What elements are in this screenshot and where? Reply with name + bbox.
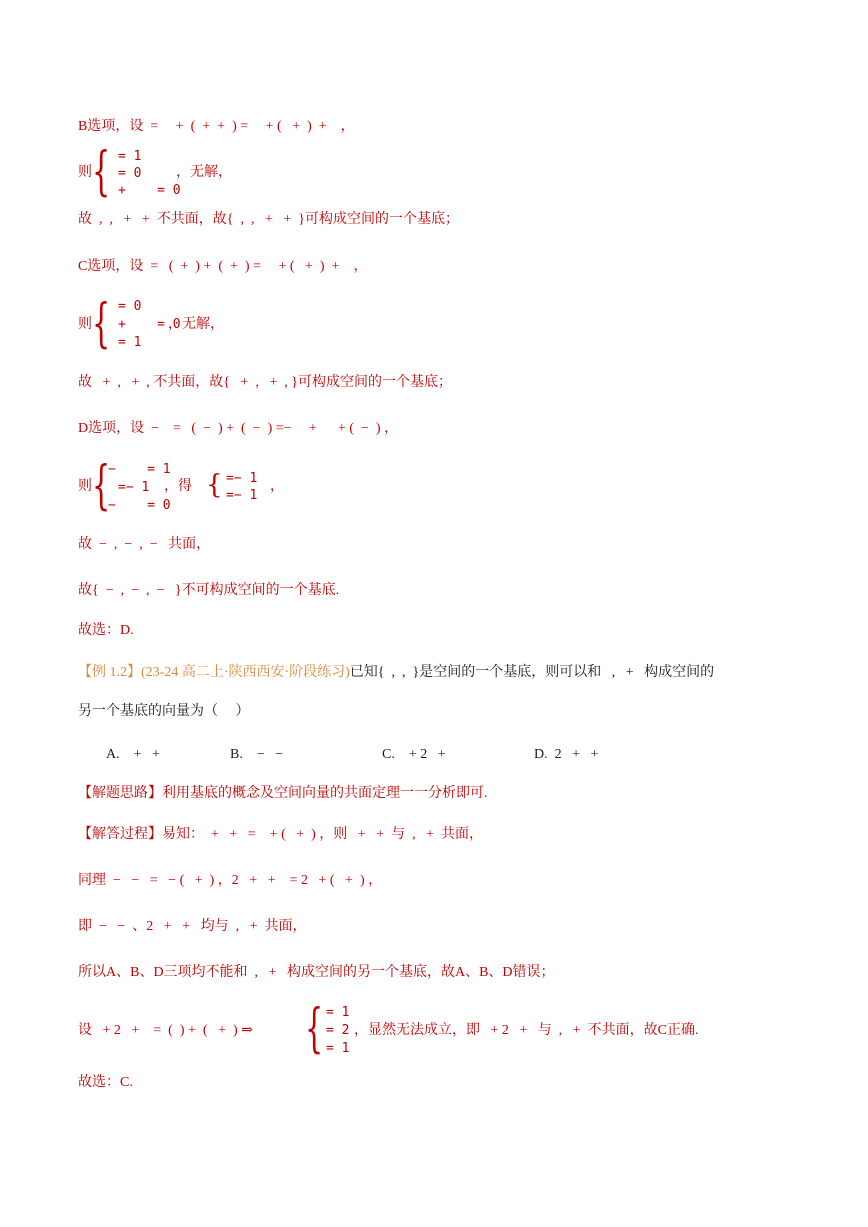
d-option-coplanar: 故 − , − , − 共面， bbox=[78, 537, 211, 552]
solution-brace: { bbox=[305, 999, 324, 1059]
d-option-then: 则 bbox=[78, 479, 92, 494]
b-option-no-solution: ，无解， bbox=[176, 165, 232, 180]
solution-line3: 即 − − 、2 + + 均与 , + 共面， bbox=[78, 919, 307, 934]
d-option-brace: { bbox=[92, 456, 111, 516]
answer-c: 故选：C. bbox=[78, 1075, 133, 1090]
example-source: (23-24 高二上·陕西西安·阶段练习) bbox=[141, 665, 350, 680]
example-tag: 【例 1.2】 bbox=[78, 665, 141, 680]
d-option-eq3: − = 0 bbox=[108, 498, 171, 513]
c-option-setup: C选项，设 = ( + ) + ( + ) = + ( + ) + ， bbox=[78, 259, 368, 274]
d-option-comma: ， bbox=[270, 479, 284, 494]
solution-eq2: = 2 bbox=[326, 1023, 350, 1038]
option-b: B. − − bbox=[230, 747, 284, 762]
solution-line5-start: 设 + 2 + = ( ) + ( + ) ⇒ bbox=[78, 1023, 253, 1038]
d-option-eq2: =− 1 bbox=[118, 480, 150, 495]
d-option-result2: =− 1 bbox=[226, 488, 258, 503]
example-heading bbox=[78, 664, 714, 682]
b-option-eq3: + = 0 bbox=[118, 183, 181, 198]
c-option-no-solution: ，无解， bbox=[168, 317, 224, 332]
c-option-eq3: = 1 bbox=[118, 335, 142, 350]
answer-d: 故选：D. bbox=[78, 623, 134, 638]
solution-line2: 同理 − − = − ( + ) ，2 + + = 2 + ( + ) ， bbox=[78, 873, 383, 888]
solution-eq3: = 1 bbox=[326, 1041, 350, 1056]
solution-eq1: = 1 bbox=[326, 1005, 350, 1020]
d-option-eq1: − = 1 bbox=[108, 462, 171, 477]
solution-line4: 所以A、B、D三项均不能和 , + 构成空间的另一个基底，故A、B、D错误； bbox=[78, 965, 555, 980]
b-option-then: 则 bbox=[78, 165, 92, 180]
b-option-brace: { bbox=[92, 142, 111, 202]
example-question: 已知{ , , }是空间的一个基底，则可以和 , + 构成空间的 bbox=[349, 665, 715, 680]
option-a: A. + + bbox=[106, 747, 160, 762]
solution-label: 【解答过程】 bbox=[78, 827, 162, 842]
b-option-eq1: = 1 bbox=[118, 149, 142, 164]
d-option-conclusion: 故{ − , − , − }不可构成空间的一个基底. bbox=[78, 583, 340, 598]
option-d: D. 2 + + bbox=[534, 747, 599, 762]
c-option-conclusion: 故 + , + , 不共面，故{ + , + , }可构成空间的一个基底； bbox=[78, 375, 453, 390]
solution-line1 bbox=[78, 826, 483, 844]
d-option-brace2: { bbox=[206, 470, 223, 500]
thinking-label: 【解题思路】 bbox=[78, 786, 162, 801]
c-option-then: 则 bbox=[78, 317, 92, 332]
solution-line5-end: ，显然无法成立，即 + 2 + 与 , + 不共面，故C正确. bbox=[354, 1023, 699, 1038]
d-option-get: ，得 bbox=[164, 479, 192, 494]
d-option-setup: D选项，设 − = ( − ) + ( − ) =− + + ( − ) ， bbox=[78, 421, 399, 436]
option-c: C. + 2 + bbox=[382, 747, 446, 762]
b-option-conclusion: 故 , , + + 不共面，故{ , , + + }可构成空间的一个基底； bbox=[78, 212, 460, 227]
thinking-text: 利用基底的概念及空间向量的共面定理一一分析即可. bbox=[162, 786, 488, 801]
c-option-eq2: + = 0 bbox=[118, 317, 181, 332]
b-option-setup: B选项，设 = + ( + + ) = + ( + ) + ， bbox=[78, 119, 355, 134]
example-question-continued: 另一个基底的向量为（ ） bbox=[78, 704, 250, 719]
c-option-brace: { bbox=[92, 294, 111, 354]
thinking-line bbox=[78, 785, 488, 803]
b-option-eq2: = 0 bbox=[118, 166, 142, 181]
d-option-result1: =− 1 bbox=[226, 471, 258, 486]
c-option-eq1: = 0 bbox=[118, 299, 142, 314]
solution-text1: 易知： + + = + ( + ) ，则 + + 与 , + 共面， bbox=[162, 827, 483, 842]
